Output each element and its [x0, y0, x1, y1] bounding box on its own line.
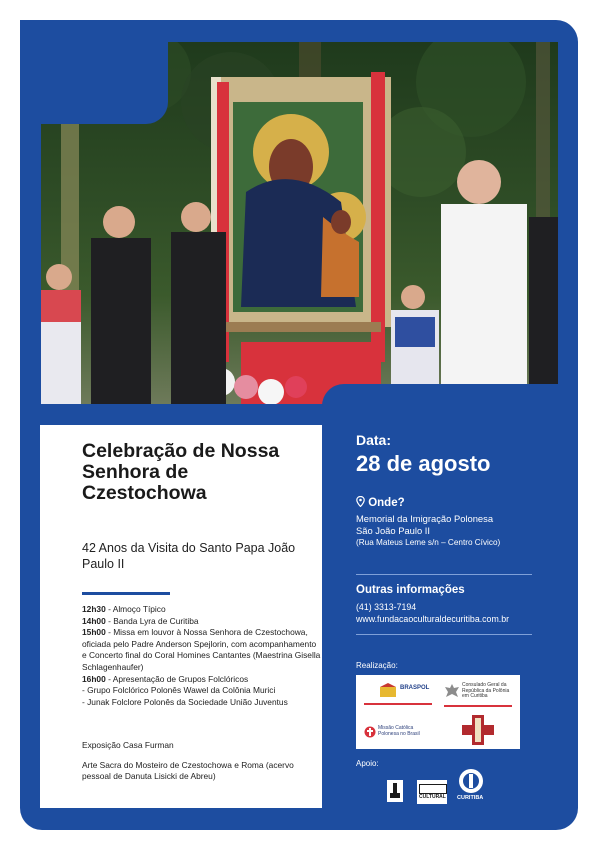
details-divider — [356, 574, 532, 575]
address-line: São João Paulo II — [356, 525, 431, 536]
art-text: Arte Sacra do Mosteiro de Czestochowa e Roma (acervo pessoal de Danuta Lisicki de Abreu) — [82, 759, 294, 782]
missao-logo — [364, 725, 376, 737]
accent-divider — [82, 592, 170, 595]
where-label — [356, 496, 405, 509]
braspol-logo — [378, 683, 398, 699]
braspol-underline — [364, 703, 432, 705]
details-divider — [356, 634, 532, 635]
schedule-list — [82, 604, 322, 708]
schedule-text: - Banda Lyra de Curitiba — [105, 615, 199, 626]
date-label: Data: — [356, 432, 392, 448]
info-label: Outras informações — [356, 584, 465, 596]
schedule-item — [82, 685, 322, 697]
org-tab — [20, 20, 168, 124]
eagle-emblem-icon — [444, 683, 460, 701]
location-pin-icon — [356, 497, 368, 509]
schedule-text: - Missa em louvor à Nossa Senhora de Czestochowa, oficiada pelo Padre Anderson Spejlorin, com acompanhamento e Concerto final do Coral Homines Cantantes (Maestrina Gisella Schlagenhaufer) — [82, 627, 321, 672]
curitiba-logo-text: CURITIBA — [457, 795, 484, 801]
exhibition-text: Exposição Casa Furman — [82, 740, 174, 750]
extras-block — [82, 740, 322, 783]
cultural-logo-text: CULTURAL — [419, 794, 446, 800]
realizacao-label: Realização: — [356, 661, 398, 670]
schedule-text: - Grupo Folclórico Polonês Wawel da Colônia Murici — [82, 685, 276, 696]
schedule-time: 14h00 — [82, 615, 106, 626]
schedule-item — [82, 627, 322, 673]
address-line: Memorial da Imigração Polonesa — [356, 513, 494, 524]
schedule-time: 12h30 — [82, 604, 106, 614]
schedule-item — [82, 604, 322, 616]
red-cross-logo — [460, 715, 496, 745]
address-block — [356, 513, 556, 549]
consulado-text: Consulado Geral da República da Polônia em Curitiba — [462, 682, 510, 700]
address-line: (Rua Mateus Leme s/n – Centro Cívico) — [356, 538, 501, 547]
cultural-logo-frame — [419, 784, 447, 794]
schedule-text: - Almoço Típico — [105, 604, 166, 614]
phone-number: (41) 3313-7194 — [356, 602, 417, 612]
schedule-item — [82, 697, 322, 709]
schedule-item — [82, 616, 322, 628]
event-subtitle: 42 Anos da Visita do Santo Papa João Paulo II — [82, 541, 296, 571]
cultural-logo — [417, 780, 447, 804]
info-block — [356, 602, 509, 626]
missao-text: Missão Católica Polonesa no Brasil — [378, 725, 420, 737]
schedule-text: - Apresentação de Grupos Folclóricos — [105, 673, 249, 684]
website-link[interactable]: www.fundacaoculturaldecuritiba.com.br — [356, 613, 510, 624]
schedule-item — [82, 674, 322, 686]
date-value: 28 de agosto — [356, 451, 491, 476]
memorial-logo — [387, 780, 403, 802]
apoio-label: Apoio: — [356, 759, 379, 768]
schedule-text: - Junak Folclore Polonês da Sociedade União Juventus — [82, 696, 288, 707]
consulado-underline — [444, 705, 512, 707]
braspol-text: BRASPOL — [400, 685, 430, 691]
schedule-time: 16h00 — [82, 673, 106, 684]
realizacao-logos — [356, 675, 520, 749]
schedule-time: 15h00 — [82, 627, 106, 638]
event-title: Celebração de Nossa Senhora de Czestochowa — [82, 440, 280, 504]
where-label-text: Onde? — [368, 497, 405, 509]
